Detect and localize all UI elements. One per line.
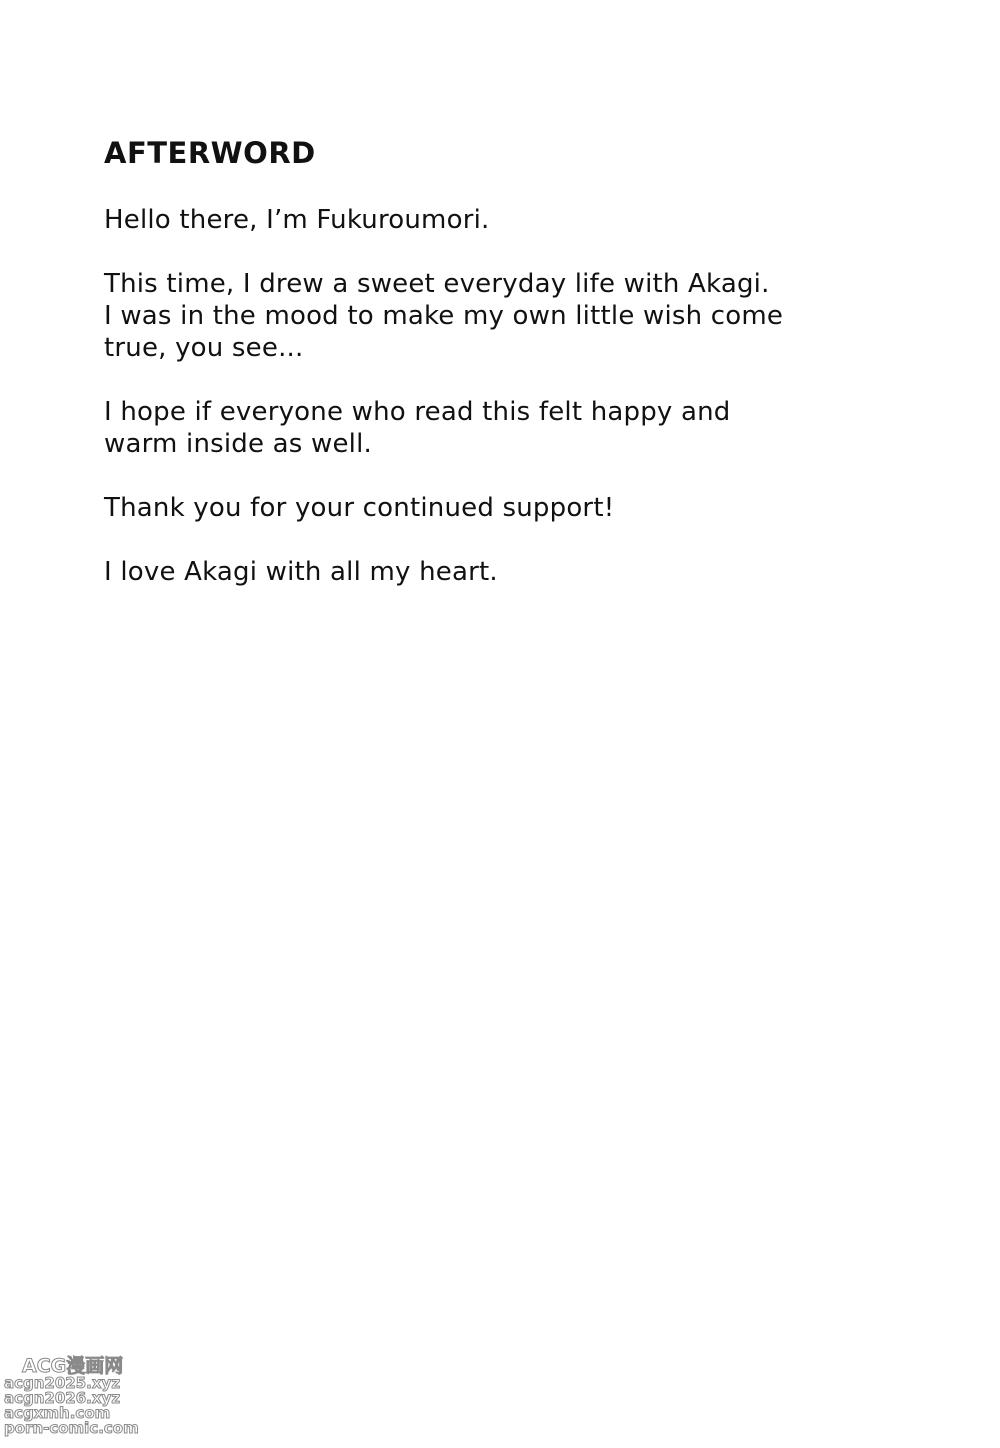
watermark-line: acgn2025.xyz xyxy=(4,1374,121,1392)
paragraph-hope: I hope if everyone who read this felt happy and warm inside as well. xyxy=(104,397,731,459)
site-watermark xyxy=(4,1356,164,1436)
paragraph-story: This time, I drew a sweet everyday life with Akagi. I was in the mood to make my own little wish come true, you see... xyxy=(104,269,784,363)
watermark-line: acgn2026.xyz xyxy=(4,1389,121,1407)
paragraph-greeting: Hello there, I’m Fukuroumori. xyxy=(104,205,490,235)
watermark-line: ACG漫画网 xyxy=(22,1355,124,1377)
paragraph-thanks: Thank you for your continued support! xyxy=(104,493,615,523)
paragraph-love: I love Akagi with all my heart. xyxy=(104,557,498,587)
watermark-line: porn-comic.com xyxy=(4,1419,139,1437)
watermark-line: acgxmh.com xyxy=(4,1404,111,1422)
page-title: AFTERWORD xyxy=(104,136,316,170)
